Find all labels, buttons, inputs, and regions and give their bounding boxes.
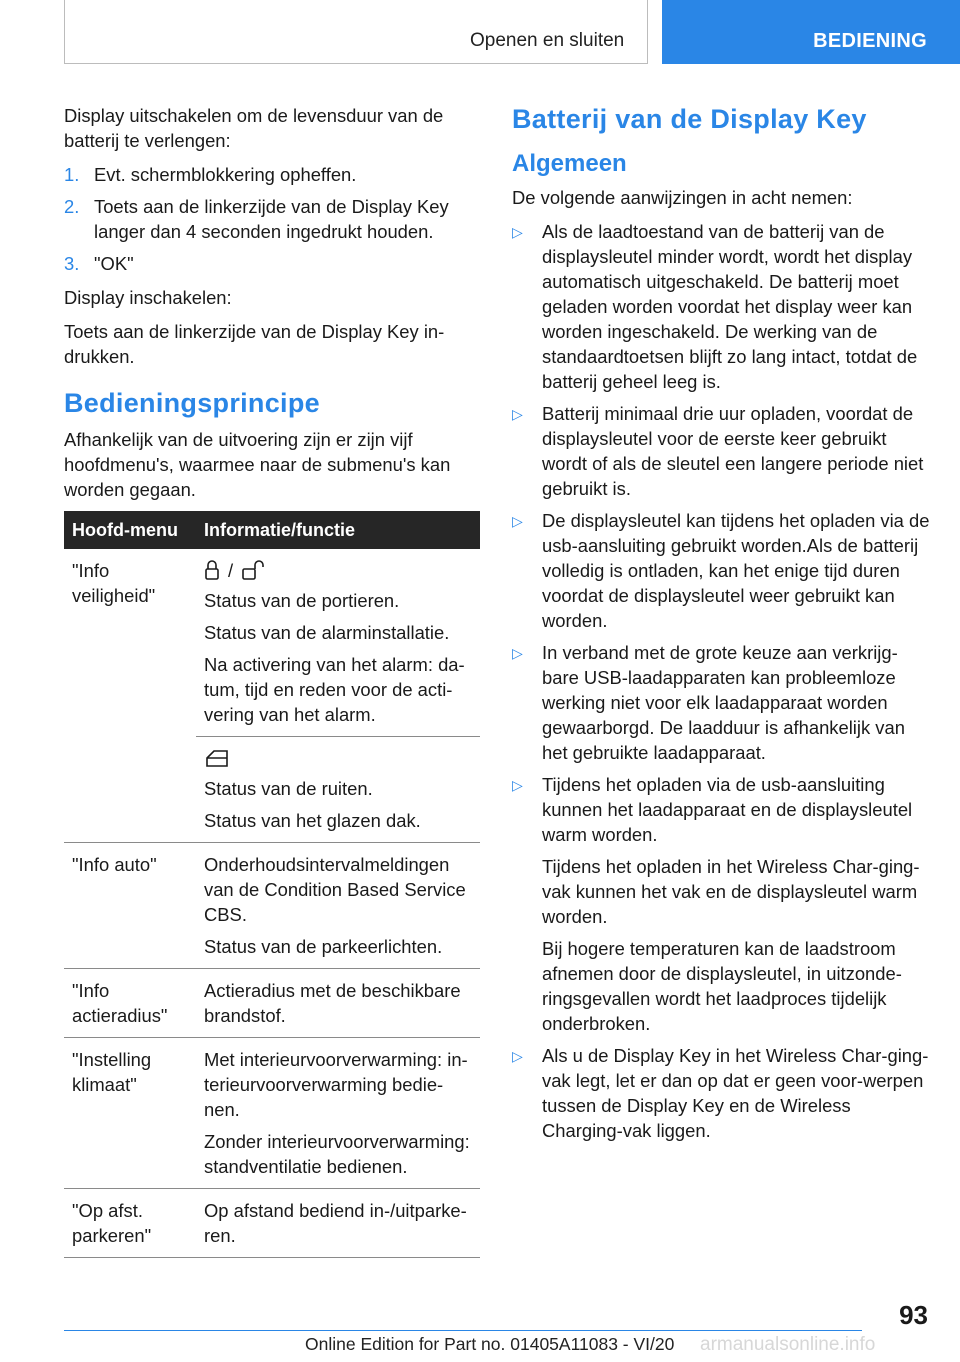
- window-icons: [204, 746, 474, 770]
- info-line: Status van het glazen dak.: [204, 810, 421, 831]
- step-item: [64, 162, 480, 187]
- bullet-text: Tijdens het opladen in het Wireless Char-ging-vak kunnen het vak en de displaysleutel warm worden.: [542, 856, 920, 927]
- lock-open-icon: [241, 559, 267, 581]
- bullet-text: Tijdens het opladen via de usb-aansluiting kunnen het laadapparaat en de displaysleutel warm worden.: [542, 774, 913, 845]
- display-off-intro: Display uitschakelen om de levensduur van de batterij te verlengen:: [64, 105, 444, 151]
- table-row: [64, 1038, 480, 1189]
- info-cell: [196, 843, 480, 969]
- info-line: Op afstand bediend in-/uitparke-ren.: [204, 1200, 467, 1246]
- info-line: Actieradius met de beschikbare brandstof.: [204, 980, 461, 1026]
- heading-operating-principle: Bedieningsprincipe: [64, 388, 320, 418]
- triangle-bullet-icon: ▷: [512, 224, 523, 240]
- step-text: Evt. schermblokkering opheffen.: [94, 164, 357, 185]
- notes-list: [512, 219, 932, 1143]
- chapter-label: BEDIENING: [813, 30, 927, 52]
- bullet-text: Als u de Display Key in het Wireless Char-ging-vak legt, let er dan op dat er geen voor-werpen tussen de Display Key en de Wireless Charging-vak liggen.: [542, 1045, 929, 1141]
- info-cell: [196, 737, 480, 843]
- left-column: [64, 103, 480, 1258]
- display-on-text: Toets aan de linkerzijde van de Display Key in-drukken.: [64, 321, 445, 367]
- step-item: [64, 251, 480, 276]
- list-item: [512, 508, 932, 633]
- info-line: Onderhoudsintervalmeldingen van de Condition Based Service CBS.: [204, 854, 466, 925]
- right-column: [512, 103, 932, 1150]
- info-line: Status van de alarminstallatie.: [204, 622, 450, 643]
- info-cell: [196, 549, 480, 737]
- subheading-general: Algemeen: [512, 150, 627, 177]
- step-item: [64, 194, 480, 244]
- table-header-row: [64, 511, 480, 549]
- info-line: Status van de portieren.: [204, 590, 400, 611]
- col-header-info: Informatie/functie: [196, 511, 480, 549]
- heading-display-key-battery: Batterij van de Display Key: [512, 104, 867, 134]
- list-item: [512, 640, 932, 765]
- bullet-text: De displaysleutel kan tijdens het opladen via de usb-aansluiting gebruikt worden.Als de batterij volledig is ontladen, kan het enige tijd duren voordat de displaysleutel weer gebruikt kan worden.: [542, 510, 930, 631]
- step-number: 3.: [64, 253, 80, 274]
- table-row: [64, 969, 480, 1038]
- col-header-menu: Hoofd-menu: [64, 511, 196, 549]
- footer-divider: [64, 1330, 862, 1331]
- step-text: "OK": [94, 253, 134, 274]
- bullet-text: Batterij minimaal drie uur opladen, voordat de displaysleutel voor de eerste keer gebruikt wordt of als de sleutel een langere periode niet gebruikt is.: [542, 403, 924, 499]
- triangle-bullet-icon: ▷: [512, 1048, 523, 1064]
- info-line: Zonder interieurvoorverwarming: standventilatie bedienen.: [204, 1131, 470, 1177]
- info-line: Status van de parkeerlichten.: [204, 936, 443, 957]
- menu-cell: "Info veiligheid": [64, 549, 196, 843]
- step-number: 2.: [64, 196, 80, 217]
- general-intro: De volgende aanwijzingen in acht nemen:: [512, 187, 853, 208]
- table-row: [64, 843, 480, 969]
- menu-cell: "Instelling klimaat": [64, 1038, 196, 1189]
- icon-separator: /: [228, 559, 234, 581]
- info-line: Na activering van het alarm: da-tum, tijd en reden voor de acti-vering van het alarm.: [204, 654, 465, 725]
- list-item: [512, 219, 932, 394]
- triangle-bullet-icon: ▷: [512, 645, 523, 661]
- triangle-bullet-icon: ▷: [512, 777, 523, 793]
- info-line: Met interieurvoorverwarming: in-terieurvoorverwarming bedie-nen.: [204, 1049, 468, 1120]
- bullet-text: In verband met de grote keuze aan verkrijg-bare USB-laadapparaten kan probleemloze werking niet voor elk laadapparaat worden gewaarborgd. De laadduur is afhankelijk van het gebruikte laadapparaat.: [542, 642, 905, 763]
- car-window-icon: [204, 747, 230, 769]
- table-row: [64, 1189, 480, 1258]
- display-on-label: Display inschakelen:: [64, 287, 232, 308]
- info-cell: [196, 1038, 480, 1189]
- triangle-bullet-icon: ▷: [512, 513, 523, 529]
- triangle-bullet-icon: ▷: [512, 406, 523, 422]
- bullet-text: Bij hogere temperaturen kan de laadstroom afnemen door de displaysleutel, in uitzonde-ringsgevallen wordt het laadproces tijdelijk onderbroken.: [542, 938, 902, 1034]
- lock-icons: [204, 558, 474, 582]
- list-item: [512, 772, 932, 1036]
- principle-text: Afhankelijk van de uitvoering zijn er zijn vijf hoofdmenu's, waarmee naar de submenu's kan worden gegaan.: [64, 429, 451, 500]
- page-number: 93: [899, 1300, 928, 1330]
- lock-closed-icon: [204, 559, 220, 581]
- step-number: 1.: [64, 164, 80, 185]
- list-item: [512, 1043, 932, 1143]
- section-title: Openen en sluiten: [470, 30, 625, 51]
- chapter-tab[interactable]: [662, 0, 960, 64]
- step-text: Toets aan de linkerzijde van de Display Key langer dan 4 seconden ingedrukt houden.: [94, 196, 449, 242]
- info-cell: [196, 969, 480, 1038]
- menu-cell: "Op afst. parkeren": [64, 1189, 196, 1258]
- watermark: armanualsonline.info: [700, 1334, 876, 1355]
- menu-cell: "Info auto": [64, 843, 196, 969]
- info-line: Status van de ruiten.: [204, 778, 373, 799]
- steps-list: [64, 162, 480, 276]
- main-menu-table: [64, 511, 480, 1258]
- list-item: [512, 401, 932, 501]
- footer-edition: Online Edition for Part no. 01405A11083 - VI/20: [305, 1334, 675, 1354]
- bullet-text: Als de laadtoestand van de batterij van de displaysleutel minder wordt, wordt het display automatisch uitgeschakeld. De batterij moet geladen worden voordat het display weer kan worden ingeschakeld. De werking van de standaardtoetsen blijft zo lang intact, totdat de batterij geheel leeg is.: [542, 221, 918, 392]
- table-row: [64, 549, 480, 737]
- menu-cell: "Info actieradius": [64, 969, 196, 1038]
- info-cell: [196, 1189, 480, 1258]
